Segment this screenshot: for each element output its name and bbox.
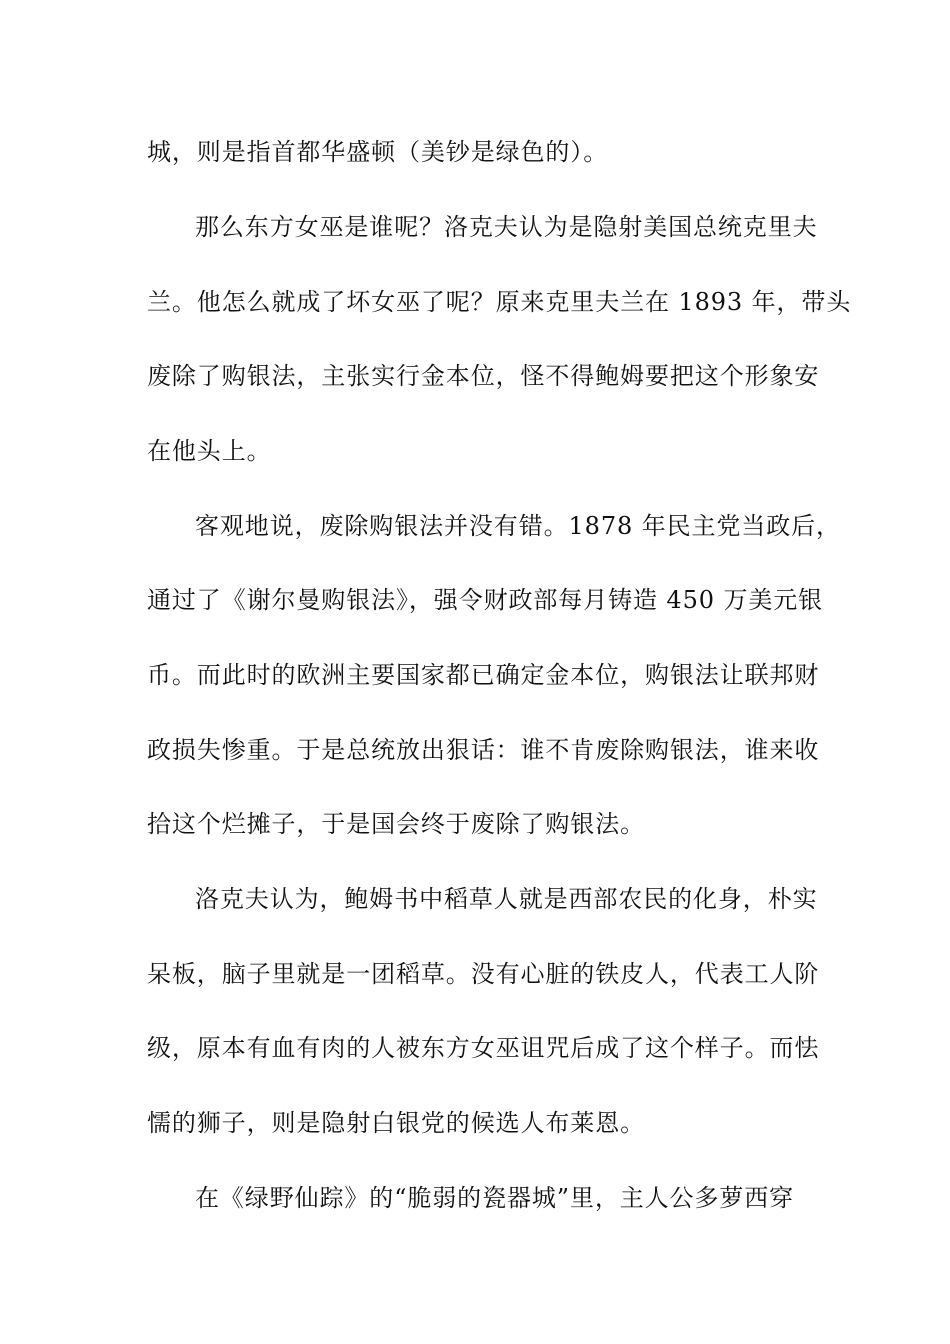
text-line-13: 级，原本有血有肉的人被东方女巫诅咒后成了这个样子。而怯 — [147, 1034, 820, 1062]
text-line-5: 在他头上。 — [147, 437, 272, 465]
text-line-1: 城，则是指首都华盛顿（美钞是绿色的）。 — [147, 138, 609, 166]
text-line-8: 币。而此时的欧洲主要国家都已确定金本位，购银法让联邦财 — [147, 661, 820, 689]
text-line-11: 洛克夫认为，鲍姆书中稻草人就是西部农民的化身，朴实 — [195, 885, 818, 913]
text-line-10: 拾这个烂摊子，于是国会终于废除了购银法。 — [147, 810, 645, 838]
text-line-9: 政损失惨重。于是总统放出狠话：谁不肯废除购银法，谁来收 — [147, 736, 820, 764]
text-line-4: 废除了购银法，主张实行金本位，怪不得鲍姆要把这个形象安 — [147, 362, 820, 390]
text-line-15: 在《绿野仙踪》的“脆弱的瓷器城”里，主人公多萝西穿 — [195, 1184, 795, 1212]
text-line-6: 客观地说，废除购银法并没有错。1878 年民主党当政后， — [195, 512, 841, 540]
text-line-2: 那么东方女巫是谁呢？洛克夫认为是隐射美国总统克里夫 — [195, 213, 818, 241]
text-line-3: 兰。他怎么就成了坏女巫了呢？原来克里夫兰在 1893 年，带头 — [147, 288, 852, 316]
text-line-12: 呆板，脑子里就是一团稻草。没有心脏的铁皮人，代表工人阶 — [147, 960, 820, 988]
text-line-7: 通过了《谢尔曼购银法》，强令财政部每月铸造 450 万美元银 — [147, 586, 824, 614]
text-line-14: 懦的狮子，则是隐射白银党的候选人布莱恩。 — [147, 1109, 645, 1137]
